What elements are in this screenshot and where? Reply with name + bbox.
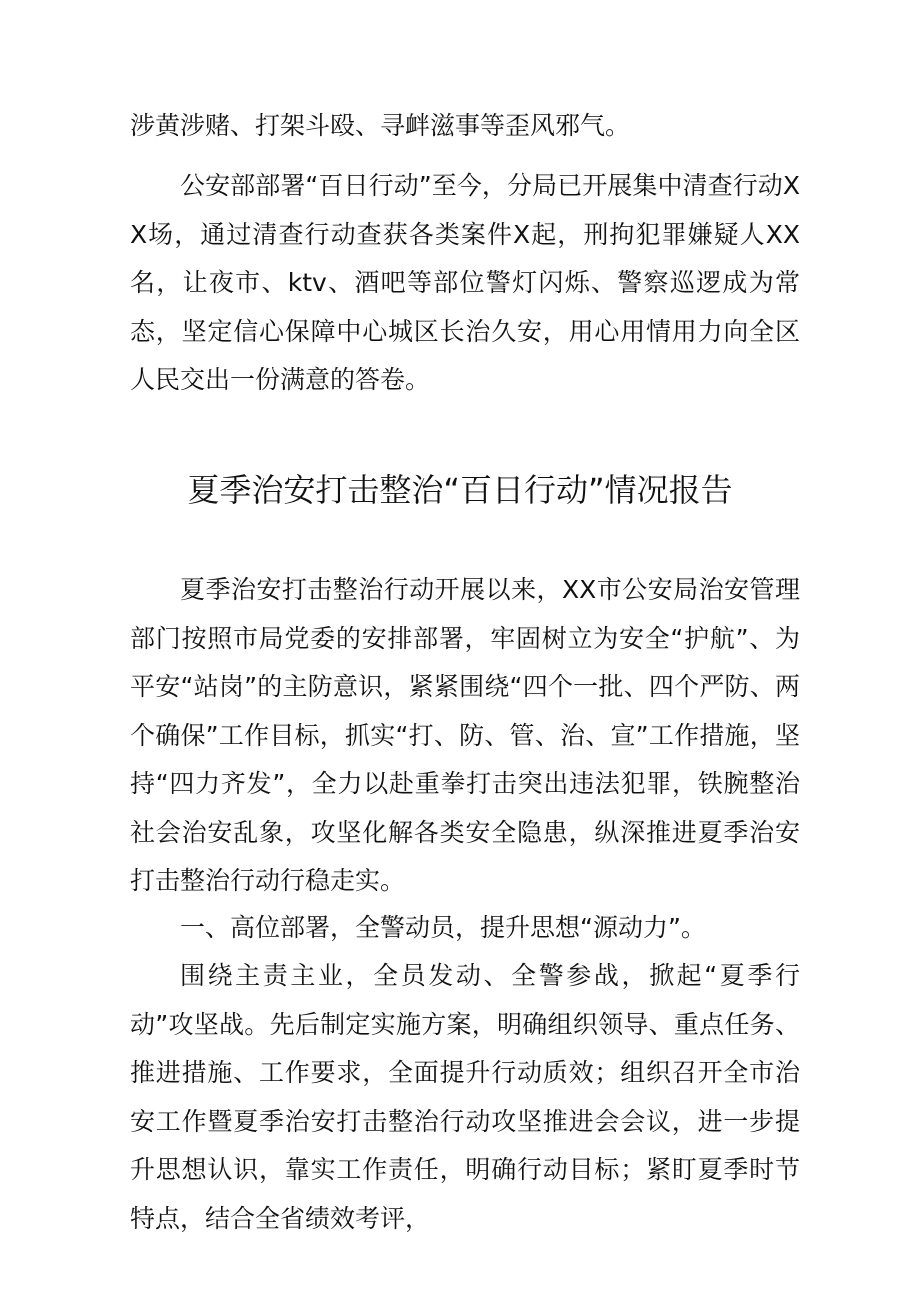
summary-paragraph: 公安部部署“百日行动”至今，分局已开展集中清查行动XX场，通过清查行动查获各类案件X起，刑拘犯罪嫌疑人XX名，让夜市、ktv、酒吧等部位警灯闪烁、警察巡逻成为常态，坚定信心保障中心城区长治久安，用心用情用力向全区人民交出一份满意的答卷。 — [130, 171, 800, 394]
intro-paragraph: 夏季治安打击整治行动开展以来，XX市公安局治安管理部门按照市局党委的安排部署，牢固树立为安全“护航”、为平安“站岗”的主防意识，紧紧围绕“四个一批、四个严防、两个确保”工作目标，抓实“打、防、管、治、宣”工作措施，坚持“四力齐发”，全力以赴重拳打击突出违法犯罪，铁腕整治社会治安乱象，攻坚化解各类安全隐患，纵深推进夏季治安打击整治行动行稳走实。 — [130, 575, 800, 895]
section-one-body: 围绕主责主业，全员发动、全警参战，掀起“夏季行动”攻坚战。先后制定实施方案，明确组织领导、重点任务、推进措施、工作要求，全面提升行动质效；组织召开全市治安工作暨夏季治安打击整治行动攻坚推进会会议，进一步提升思想认识，靠实工作责任，明确行动目标；紧盯夏季时节特点，结合全省绩效考评， — [130, 961, 800, 1233]
section-one-heading: 一、高位部署，全警动员，提升思想“源动力”。 — [180, 913, 706, 942]
document-title: 夏季治安打击整治“百日行动”情况报告 — [187, 471, 733, 509]
continuation-line: 涉黄涉赌、打架斗殴、寻衅滋事等歪风邪气。 — [130, 111, 631, 140]
